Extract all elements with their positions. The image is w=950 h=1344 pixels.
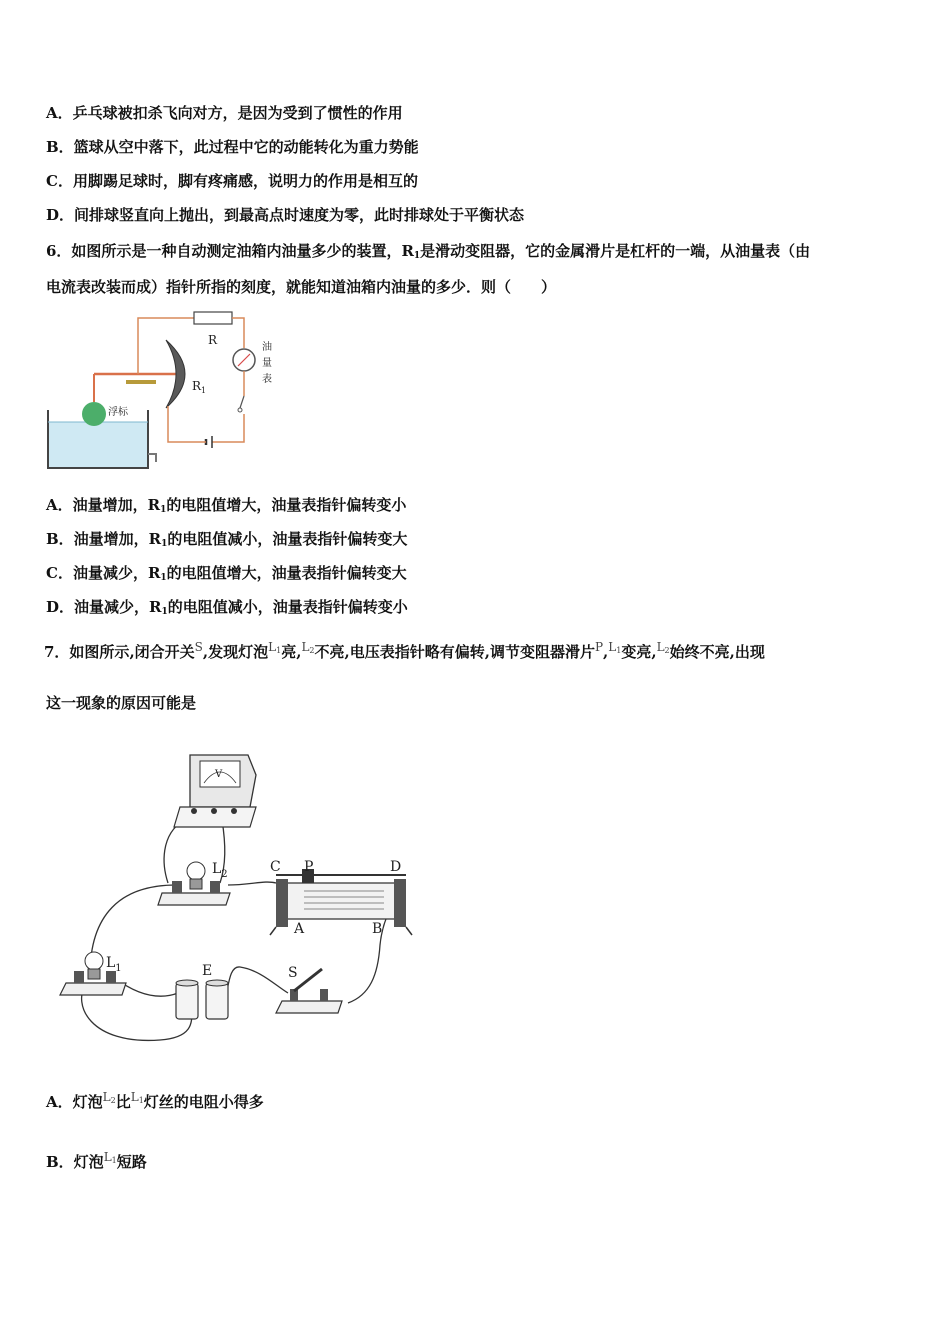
svg-text:D: D [390, 859, 402, 875]
svg-text:L1: $L_1$ [106, 955, 122, 974]
q7-option-a: A．灯泡$^{L2}$比$^{L1}$灯丝的电阻小得多 [46, 1090, 264, 1111]
q7-stem-line1: 7．如图所示,闭合开关$^S$,发现灯泡$^{L1}$亮,$^{L2}$不亮,电压表指针略有偏转,调节变阻器滑片$^P$,$^{L1}$变亮,$^{L2}$始终不亮,出现 [44, 640, 765, 661]
rheostat [270, 859, 412, 937]
q6-option-c: C．油量减少，$R_1$的电阻值增大，油量表指针偏转变大 [46, 564, 407, 583]
q6-stem-line1: 6．如图所示是一种自动测定油箱内油量多少的装置，$R_1$是滑动变阻器，它的金属滑片是杠杆的一端，从油量表（由 [46, 242, 811, 261]
switch-s [276, 965, 342, 1013]
svg-text:R1: $R_1$ [192, 379, 207, 395]
svg-text:A: A [294, 921, 305, 937]
battery-e [176, 963, 228, 1019]
q6-stem-line2: 电流表改装而成）指针所指的刻度，就能知道油箱内油量的多少．则（ ） [46, 278, 557, 296]
q7-stem-line2: 这一现象的原因可能是 [46, 694, 197, 712]
svg-text:L2: $L_2$ [212, 861, 228, 880]
voltmeter [174, 755, 256, 827]
svg-text:B: B [372, 921, 383, 937]
q5-option-c: C．用脚踢足球时，脚有疼痛感，说明力的作用是相互的 [46, 172, 418, 190]
svg-text:V: V [215, 769, 223, 780]
svg-text:C: C [270, 859, 281, 875]
q5-option-d: D．间排球竖直向上抛出，到最高点时速度为零，此时排球处于平衡状态 [46, 206, 525, 224]
q5-option-b: B．篮球从空中落下，此过程中它的动能转化为重力势能 [46, 138, 419, 156]
svg-text:S: S [288, 965, 298, 981]
svg-text:E: E [202, 963, 213, 979]
q6-option-b: B．油量增加，$R_1$的电阻值减小，油量表指针偏转变大 [46, 530, 408, 549]
q5-option-a: A．乒乓球被扣杀飞向对方，是因为受到了惯性的作用 [46, 104, 403, 122]
float-ball [82, 402, 106, 426]
resistor-label: R [208, 333, 218, 347]
q6-oil-gauge-figure [44, 310, 284, 480]
q7-option-b: B．灯泡$^{L1}$短路 [46, 1150, 147, 1171]
svg-text:表: 表 [262, 374, 272, 385]
q6-option-a: A．油量增加，$R_1$的电阻值增大，油量表指针偏转变小 [46, 496, 407, 515]
resistor-r [194, 312, 232, 324]
lamp-l2 [158, 861, 230, 905]
q7-circuit-figure [50, 745, 420, 1050]
svg-text:油: 油 [262, 342, 272, 353]
float-label: 浮标 [108, 407, 128, 418]
svg-text:量: 量 [262, 358, 272, 369]
q6-option-d: D．油量减少，$R_1$的电阻值减小，油量表指针偏转变小 [46, 598, 408, 617]
lamp-l1 [60, 952, 126, 995]
svg-text:P: P [304, 859, 314, 875]
